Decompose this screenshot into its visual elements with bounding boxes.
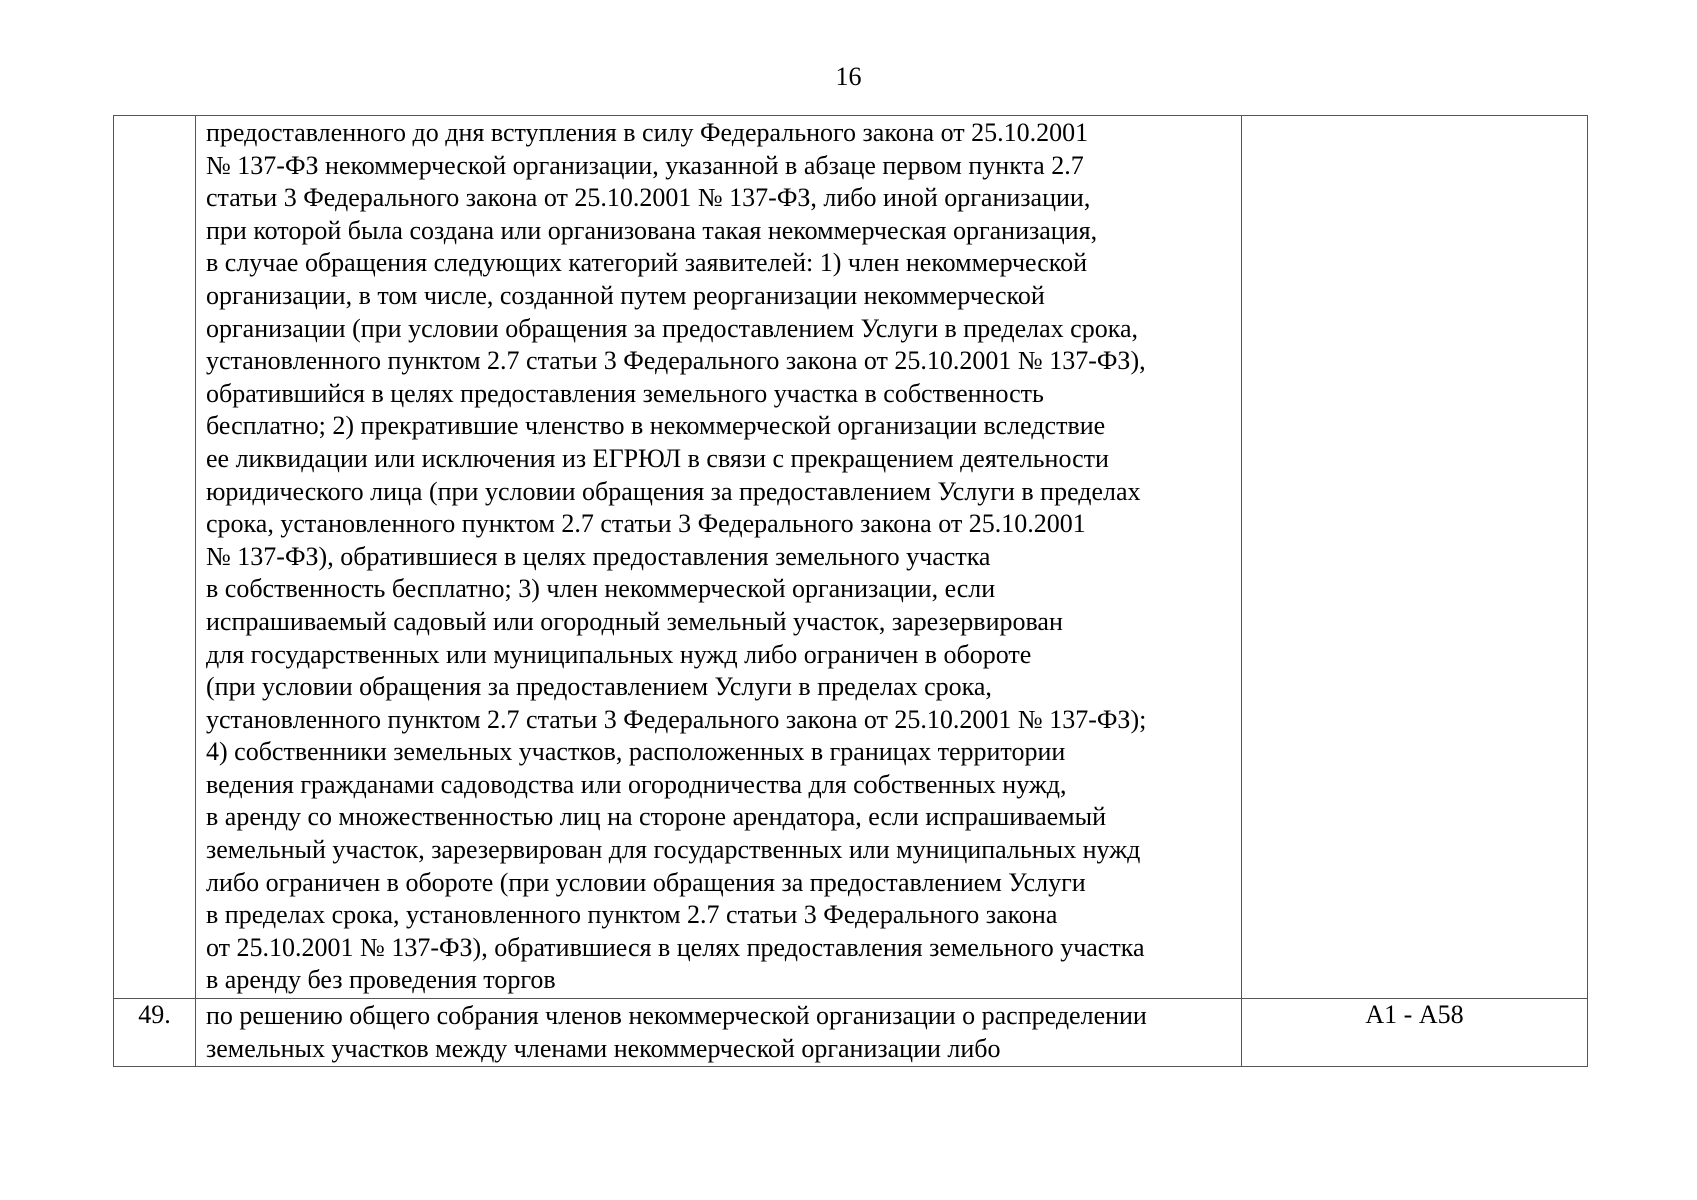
text-line: юридического лица (при условии обращения за предоставлением Услуги в пределах <box>206 476 1141 506</box>
row-number-cell <box>114 116 196 999</box>
row-reference-cell <box>1242 116 1588 999</box>
row-text-cell <box>196 116 1242 999</box>
text-line: в аренду без проведения торгов <box>206 965 556 995</box>
page-number: 16 <box>835 62 862 91</box>
text-line: (при условии обращения за предоставлением Услуги в пределах срока, <box>206 672 992 702</box>
text-line: № 137-ФЗ некоммерческой организации, указанной в абзаце первом пункта 2.7 <box>206 150 1084 180</box>
row-number-cell: 49. <box>114 999 196 1067</box>
text-line: земельных участков между членами некоммерческой организации либо <box>206 1033 1001 1063</box>
text-line: ее ликвидации или исключения из ЕГРЮЛ в связи с прекращением деятельности <box>206 443 1109 473</box>
row-text-cell <box>196 999 1242 1067</box>
table-row <box>114 116 1588 999</box>
row-reference-cell: А1 - А58 <box>1242 999 1588 1067</box>
text-line: испрашиваемый садовый или огородный земельный участок, зарезервирован <box>206 606 1063 636</box>
text-line: № 137-ФЗ), обратившиеся в целях предоставления земельного участка <box>206 541 991 571</box>
text-line: статьи 3 Федерального закона от 25.10.2001 № 137-ФЗ, либо иной организации, <box>206 183 1091 213</box>
table-body <box>114 116 1588 1067</box>
table-row <box>114 999 1588 1067</box>
text-line: от 25.10.2001 № 137-ФЗ), обратившиеся в целях предоставления земельного участка <box>206 932 1145 962</box>
text-line: срока, установленного пунктом 2.7 статьи 3 Федерального закона от 25.10.2001 <box>206 509 1086 539</box>
text-line: установленного пунктом 2.7 статьи 3 Федерального закона от 25.10.2001 № 137-ФЗ), <box>206 346 1146 376</box>
text-line: в случае обращения следующих категорий заявителей: 1) член некоммерческой <box>206 248 1087 278</box>
text-line: либо ограничен в обороте (при условии обращения за предоставлением Услуги <box>206 867 1086 897</box>
text-line: при которой была создана или организована такая некоммерческая организация, <box>206 215 1098 245</box>
text-line: в пределах срока, установленного пунктом 2.7 статьи 3 Федерального закона <box>206 900 1058 930</box>
text-line: предоставленного до дня вступления в силу Федерального закона от 25.10.2001 <box>206 118 1089 147</box>
text-line: для государственных или муниципальных нужд либо ограничен в обороте <box>206 639 1032 669</box>
text-line: организации (при условии обращения за предоставлением Услуги в пределах срока, <box>206 313 1139 343</box>
document-table <box>113 115 1588 1067</box>
text-line: в аренду со множественностью лиц на стороне арендатора, если испрашиваемый <box>206 802 1107 832</box>
text-line: ведения гражданами садоводства или огородничества для собственных нужд, <box>206 769 1067 799</box>
text-line: 4) собственники земельных участков, расположенных в границах территории <box>206 737 1066 767</box>
text-line: обратившийся в целях предоставления земельного участка в собственность <box>206 378 1044 408</box>
text-line: установленного пунктом 2.7 статьи 3 Федерального закона от 25.10.2001 № 137-ФЗ); <box>206 704 1147 734</box>
text-line: бесплатно; 2) прекратившие членство в некоммерческой организации вследствие <box>206 411 1106 441</box>
text-line: земельный участок, зарезервирован для государственных или муниципальных нужд <box>206 835 1141 865</box>
text-line: в собственность бесплатно; 3) член некоммерческой организации, если <box>206 574 996 604</box>
text-line: по решению общего собрания членов некоммерческой организации о распределении <box>206 1001 1147 1031</box>
text-line: организации, в том числе, созданной путем реорганизации некоммерческой <box>206 280 1045 310</box>
